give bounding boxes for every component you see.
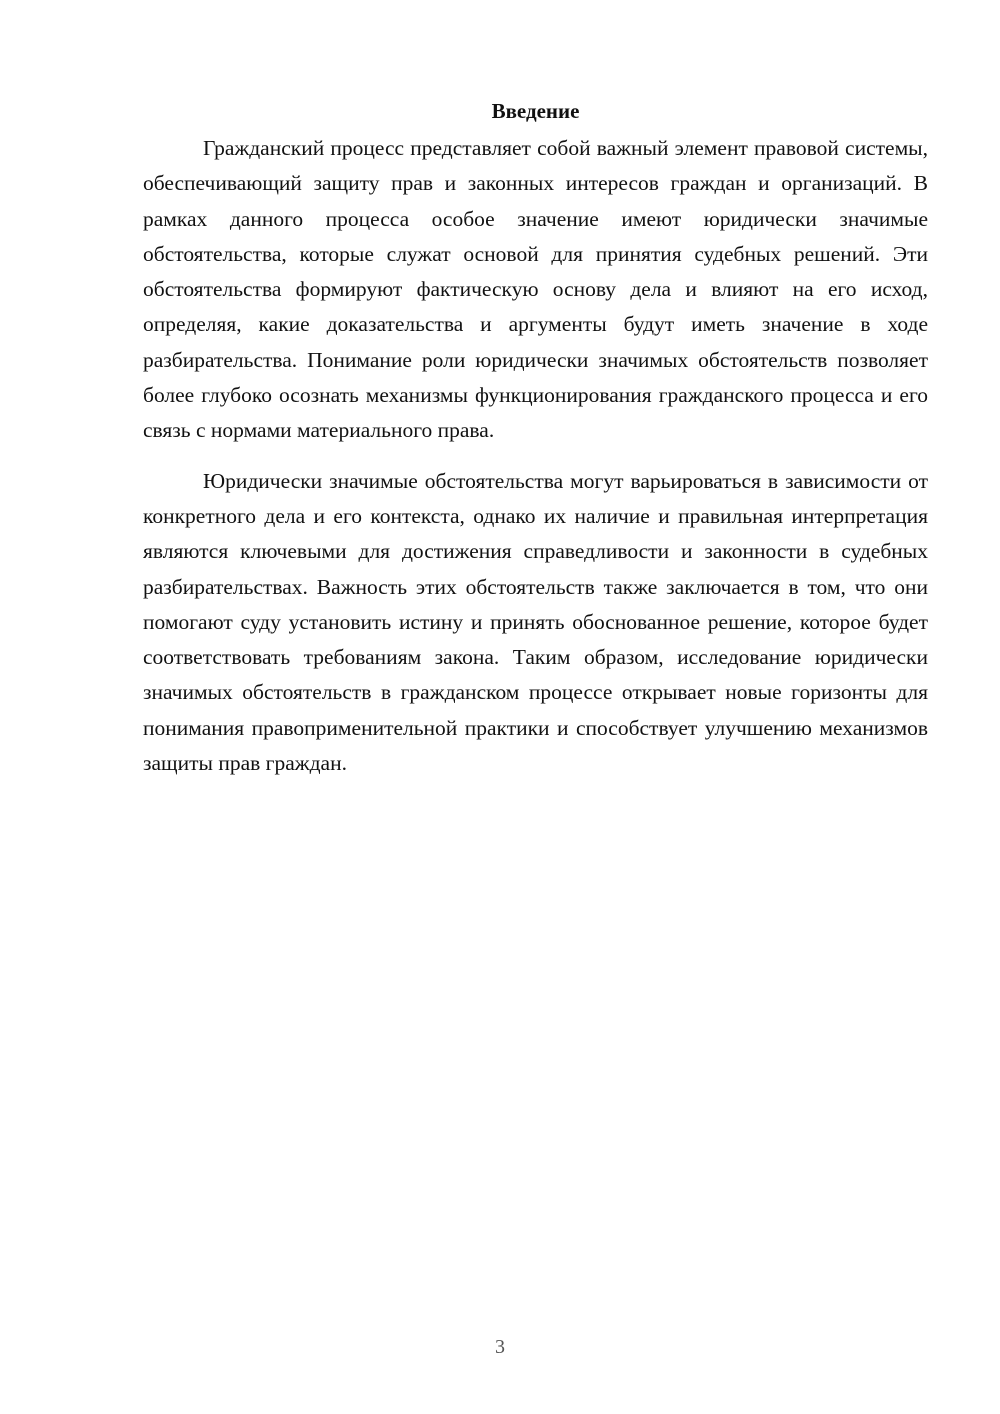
page-content (143, 95, 928, 781)
body-paragraph-2: Юридически значимые обстоятельства могут варьироваться в зависимости от конкретного дела и его контекста, однако их наличие и правильная интерпретация являются ключевыми для достижения справедливости и законности в судебных разбирательствах. Важность этих обстоятельств также заключается в том, что они помогают суду установить истину и принять обоснованное решение, которое будет соответствовать требованиям закона. Таким образом, исследование юридически значимых обстоятельств в гражданском процессе открывает новые горизонты для понимания правоприменительной практики и способствует улучшению механизмов защиты прав граждан. (143, 468, 928, 776)
page-number: 3 (495, 1336, 505, 1358)
body-paragraph-1: Гражданский процесс представляет собой важный элемент правовой системы, обеспечивающий защиту прав и законных интересов граждан и организаций. В рамках данного процесса особое значение имеют юридически значимые обстоятельства, которые служат основой для принятия судебных решений. Эти обстоятельства формируют фактическую основу дела и влияют на его исход, определяя, какие доказательства и аргументы будут иметь значение в ходе разбирательства. Понимание роли юридически значимых обстоятельств позволяет более глубоко осознать механизмы функционирования гражданского процесса и его связь с нормами материального права. (143, 136, 928, 443)
page-title: Введение (491, 99, 580, 123)
